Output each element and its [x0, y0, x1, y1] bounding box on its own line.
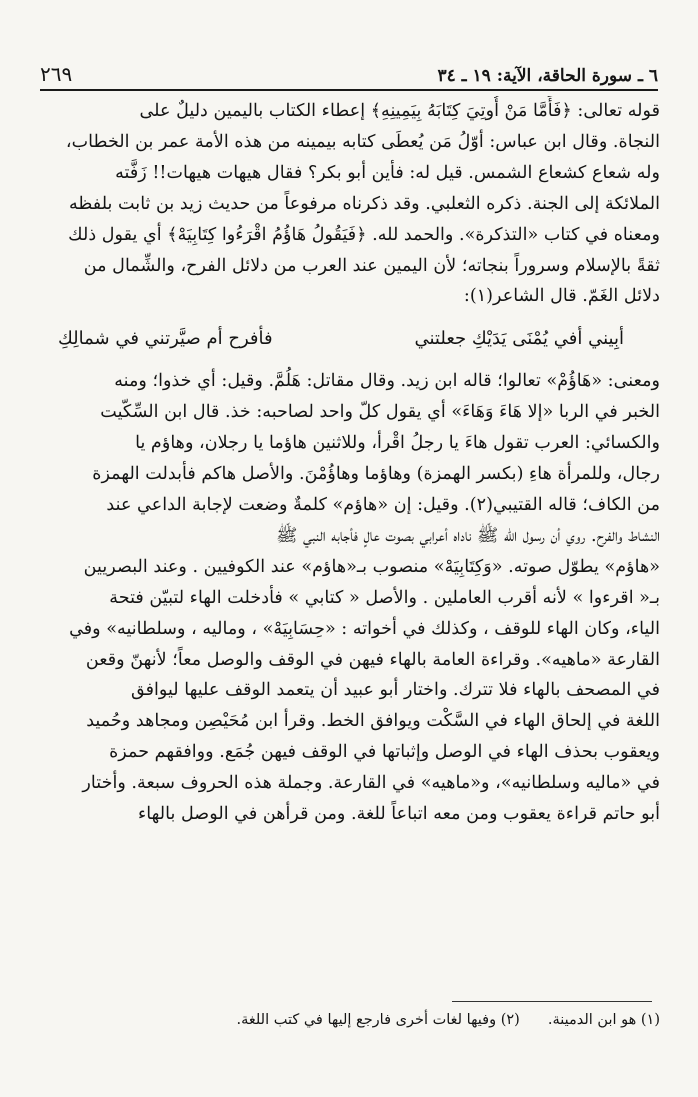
text-line: ثقةً بالإسلام وسروراً بنجاته؛ لأن اليمين عند العرب من دلائل الفرح، والشِّمال من: [83, 255, 660, 276]
page-number: ٢٦٩: [40, 62, 73, 86]
text-line: قوله تعالى: ﴿فَأَمَّا مَنْ أُوتِيَ كِتَابَهُ بِيَمِينِهِ﴾ إعطاء الكتاب باليمين دليلٌ على: [139, 101, 660, 121]
text-line: دلائل الغَمّ. قال الشاعر(١):: [463, 286, 660, 307]
footnote-2: (٢) وفيها لغات أخرى فارجع إليها في كتب اللغة.: [236, 1012, 520, 1028]
text-line: القارعة «ماهيه». وقراءة العامة بالهاء فيهن في الوقف والوصل معاً؛ لأنهنّ وقعن: [85, 649, 660, 670]
text-line: الياء، وكان الهاء للوقف ، وكذلك في أخواته : «حِسَابِيَهْ» ، وماليه ، وسلطانيه» وفي: [69, 618, 660, 639]
text-line: أبو حاتم قراءة يعقوب ومن معه اتباعاً للغة. ومن قرأهن في الوصل بالهاء: [138, 804, 660, 825]
text-line: رجال، وللمرأة هاءِ (بكسر الهمزة) وهاؤما وهاؤُمْنَ. والأصل هاكم فأبدلت الهمزة: [92, 464, 660, 485]
text-line: الخبر في الربا «إلا هَاءَ وَهَاءَ» أي يقول كلّ واحد لصاحبه: خذ. قال ابن السِّكّيت: [100, 402, 660, 423]
text-line: ومعناه في كتاب «التذكرة». والحمد لله. ﴿فَيَقُولُ هَاؤُمُ اقْرَءُوا كِتَابِيَهْ﴾ أي يقول ذلك: [68, 224, 660, 245]
text-line: وله شعاع كشعاع الشمس. قيل له: فأين أبو بكر؟ فقال هيهات هيهات!! زَفَّته: [115, 162, 660, 183]
poetry-verse: [46, 312, 660, 366]
text-line: والكسائي: العرب تقول هاءَ يا رجلُ اقْرأ، وللاثنين هاؤما يا رجلان، وهاؤم يا: [135, 433, 660, 454]
text-line: «هاؤم» يطوّل صوته. «وَكِتَابِيَهْ» منصوب بـ«هاؤم» عند الكوفيين . وعند البصريين: [83, 556, 660, 577]
text-line: النشاط والفرح. روي أن رسول الله ﷺ ناداه أعرابي بصوت عالٍ فأجابه النبي ﷺ: [276, 525, 660, 546]
text-line: النجاة. وقال ابن عباس: أوّلُ مَن يُعطَى كتابه بيمينه من هذه الأمة عمر بن الخطاب،: [65, 131, 660, 152]
footnotes: [208, 1012, 660, 1028]
verse-second-hemistich: فأفرح أم صيَّرتني في شمالِكِ: [58, 327, 273, 349]
text-line: في المصحف بالهاء فلا تترك. واختار أبو عبيد أن يتعمد الوقف عليها ليوافق: [130, 680, 660, 701]
header-rule: [40, 89, 658, 91]
running-title: ٦ ـ سورة الحاقة، الآية: ١٩ ـ ٣٤: [437, 66, 658, 86]
text-line: الملائكة إلى الجنة. ذكره الثعلبي. وقد ذكرناه مرفوعاً من حديث زيد بن ثابت بلفظه: [68, 193, 660, 214]
page-header: [40, 58, 658, 86]
text-line: اللغة في إلحاق الهاء في السَّكْت ويوافق الخط. وقرأ ابن مُحَيْصِن ومجاهد وحُميد: [86, 711, 660, 732]
verse-first-hemistich: أبِيني أفي يُمْنَى يَدَيْكِ جعلتني: [414, 327, 624, 349]
footnote-rule: [452, 1001, 652, 1002]
main-text: [46, 96, 660, 830]
text-line: بـ« اقرءوا » لأنه أقرب العاملين . والأصل « كتابي » فأدخلت الهاء لتبيّن فتحة: [109, 587, 660, 608]
text-line: من الكاف؛ قاله القتيبي(٢). وقيل: إن «هاؤم» كلمةٌ وضعت لإجابة الداعي عند: [106, 494, 660, 515]
text-line: ومعنى: «هَاؤُمْ» تعالوا؛ قاله ابن زيد. وقال مقاتل: هَلُمَّ. وقيل: أي خذوا؛ ومنه: [114, 371, 660, 392]
footnote-1: (١) هو ابن الدمينة.: [547, 1012, 660, 1028]
text-line: ويعقوب بحذف الهاء في الوصل وإثباتها في الوقف فيهن جُمَع. ووافقهم حمزة: [109, 742, 660, 763]
text-line: في «ماليه وسلطانيه»، و«ماهيه» في القارعة. وجملة هذه الحروف سبعة. وأختار: [82, 773, 660, 794]
